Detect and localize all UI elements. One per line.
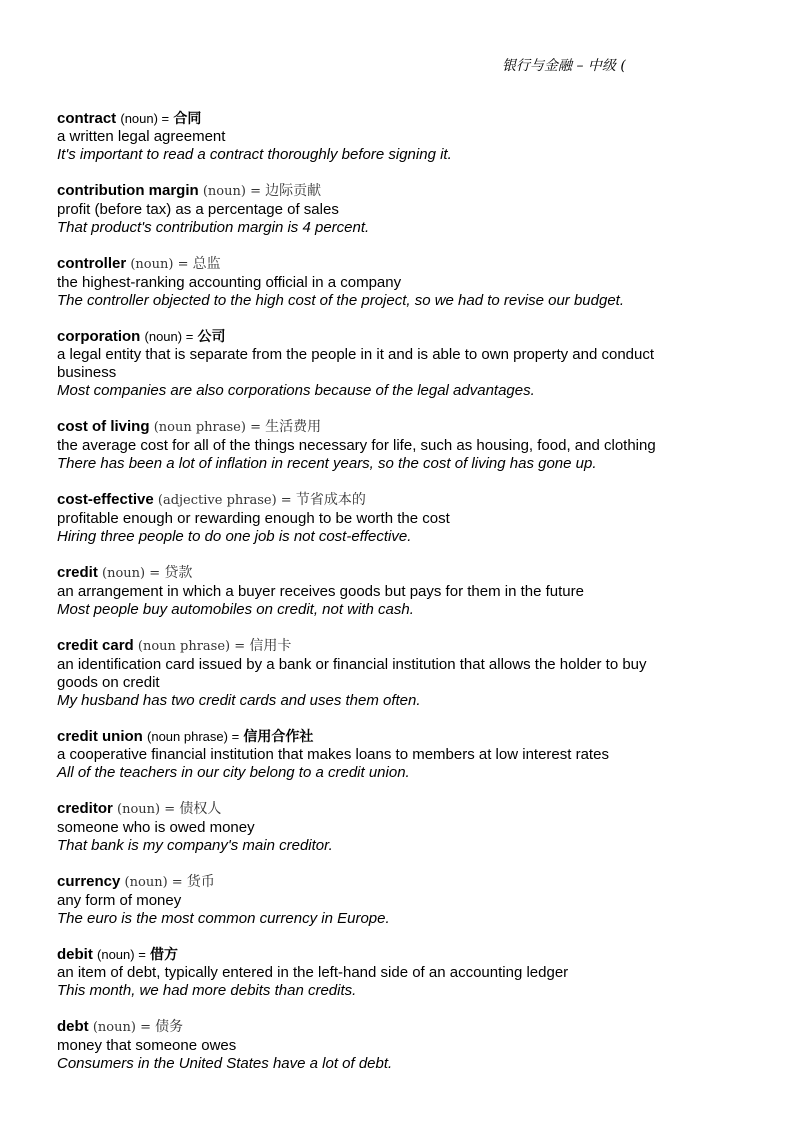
- entry-headline: [57, 255, 657, 274]
- glossary-entry: [57, 728, 657, 782]
- entry-part-of-speech: (noun) =: [102, 566, 161, 581]
- entry-term: credit union: [57, 728, 143, 745]
- entry-headline: [57, 564, 657, 583]
- entry-headline: [57, 800, 657, 819]
- entry-part-of-speech: (noun phrase) =: [153, 420, 261, 435]
- entry-definition: money that someone owes: [57, 1037, 237, 1054]
- entry-translation: 生活费用: [265, 419, 322, 435]
- entry-term: cost-effective: [57, 491, 154, 508]
- entry-translation: 边际贡献: [265, 183, 322, 199]
- glossary-entry: [57, 946, 657, 1000]
- entry-part-of-speech: (noun phrase) =: [137, 639, 246, 654]
- entry-part-of-speech: (noun) =: [130, 257, 189, 272]
- glossary-entry: [57, 637, 657, 710]
- entry-translation: 信用卡: [249, 638, 292, 654]
- entry-part-of-speech: (noun phrase) =: [147, 729, 240, 744]
- glossary-entry: [57, 800, 657, 855]
- entry-definition: a written legal agreement: [57, 128, 226, 145]
- entry-term: credit card: [57, 637, 134, 654]
- entry-translation: 总监: [192, 256, 221, 272]
- entry-term: contract: [57, 110, 117, 127]
- glossary-entry: [57, 564, 657, 619]
- entry-term: controller: [57, 255, 127, 272]
- entry-definition: a legal entity that is separate from the people in it and is able to own property and conduct business: [57, 346, 655, 381]
- entry-example: Hiring three people to do one job is not cost-effective.: [57, 528, 412, 545]
- entry-headline: [57, 728, 657, 746]
- entry-definition: an arrangement in which a buyer receives goods but pays for them in the future: [57, 583, 584, 600]
- entry-headline: [57, 328, 657, 346]
- entry-definition: an item of debt, typically entered in the left-hand side of an accounting ledger: [57, 964, 569, 981]
- entry-headline: [57, 637, 657, 656]
- entry-definition: the average cost for all of the things necessary for life, such as housing, food, and clothing: [57, 437, 656, 454]
- glossary-entry: [57, 1018, 657, 1073]
- entry-part-of-speech: (adjective phrase) =: [157, 493, 292, 508]
- entry-example: That product's contribution margin is 4 percent.: [57, 219, 370, 236]
- entry-term: debit: [57, 946, 93, 963]
- glossary-entry: [57, 873, 657, 928]
- glossary-entry: [57, 328, 657, 400]
- entry-term: corporation: [57, 328, 141, 345]
- glossary-entry: [57, 182, 657, 237]
- entry-definition: profitable enough or rewarding enough to be worth the cost: [57, 510, 450, 527]
- entry-definition: someone who is owed money: [57, 819, 255, 836]
- entry-term: creditor: [57, 800, 113, 817]
- entry-translation: 合同: [173, 111, 202, 127]
- entry-term: credit: [57, 564, 98, 581]
- entry-definition: profit (before tax) as a percentage of sales: [57, 201, 339, 218]
- entry-example: This month, we had more debits than credits.: [57, 982, 357, 999]
- entry-part-of-speech: (noun) =: [202, 184, 261, 199]
- entry-definition: the highest-ranking accounting official in a company: [57, 274, 402, 291]
- entry-example: There has been a lot of inflation in recent years, so the cost of living has gone up.: [57, 455, 597, 472]
- entry-translation: 节省成本的: [295, 492, 366, 508]
- entry-term: contribution margin: [57, 182, 199, 199]
- entry-example: That bank is my company's main creditor.: [57, 837, 333, 854]
- entry-term: currency: [57, 873, 121, 890]
- entry-definition: a cooperative financial institution that makes loans to members at low interest rates: [57, 746, 609, 763]
- entry-translation: 货币: [186, 874, 215, 890]
- entry-example: It's important to read a contract thoroughly before signing it.: [57, 146, 452, 163]
- entry-translation: 信用合作社: [243, 729, 314, 745]
- entry-headline: [57, 110, 657, 128]
- entry-part-of-speech: (noun) =: [92, 1020, 151, 1035]
- entry-part-of-speech: (noun) =: [97, 947, 146, 962]
- entry-example: Most people buy automobiles on credit, not with cash.: [57, 601, 414, 618]
- entry-part-of-speech: (noun) =: [144, 329, 194, 344]
- entry-part-of-speech: (noun) =: [120, 111, 170, 126]
- entry-term: debt: [57, 1018, 89, 1035]
- entry-translation: 债务: [155, 1019, 184, 1035]
- entry-translation: 公司: [197, 329, 226, 345]
- entry-example: The controller objected to the high cost of the project, so we had to revise our budget.: [57, 292, 625, 309]
- glossary-entry: [57, 255, 657, 310]
- glossary-entry: [57, 418, 657, 473]
- entry-example: My husband has two credit cards and uses them often.: [57, 692, 421, 709]
- entry-translation: 借方: [149, 947, 178, 963]
- entry-example: Consumers in the United States have a lot of debt.: [57, 1055, 393, 1072]
- entry-headline: [57, 491, 657, 510]
- entry-example: All of the teachers in our city belong to a credit union.: [57, 764, 410, 781]
- entry-headline: [57, 182, 657, 201]
- entry-translation: 债权人: [179, 801, 222, 817]
- glossary-entry: [57, 491, 657, 546]
- entry-example: Most companies are also corporations because of the legal advantages.: [57, 382, 535, 399]
- entry-definition: any form of money: [57, 892, 182, 909]
- entry-part-of-speech: (noun) =: [124, 875, 183, 890]
- glossary-entries: [57, 110, 657, 1091]
- entry-part-of-speech: (noun) =: [117, 802, 176, 817]
- entry-example: The euro is the most common currency in Europe.: [57, 910, 390, 927]
- entry-headline: [57, 946, 657, 964]
- entry-definition: an identification card issued by a bank or financial institution that allows the holder to buy goods on credit: [57, 656, 647, 691]
- glossary-entry: [57, 110, 657, 164]
- entry-headline: [57, 873, 657, 892]
- page-header: 银行与金融 – 中级 (: [502, 58, 626, 74]
- entry-translation: 贷款: [164, 565, 193, 581]
- entry-headline: [57, 1018, 657, 1037]
- entry-term: cost of living: [57, 418, 150, 435]
- entry-headline: [57, 418, 657, 437]
